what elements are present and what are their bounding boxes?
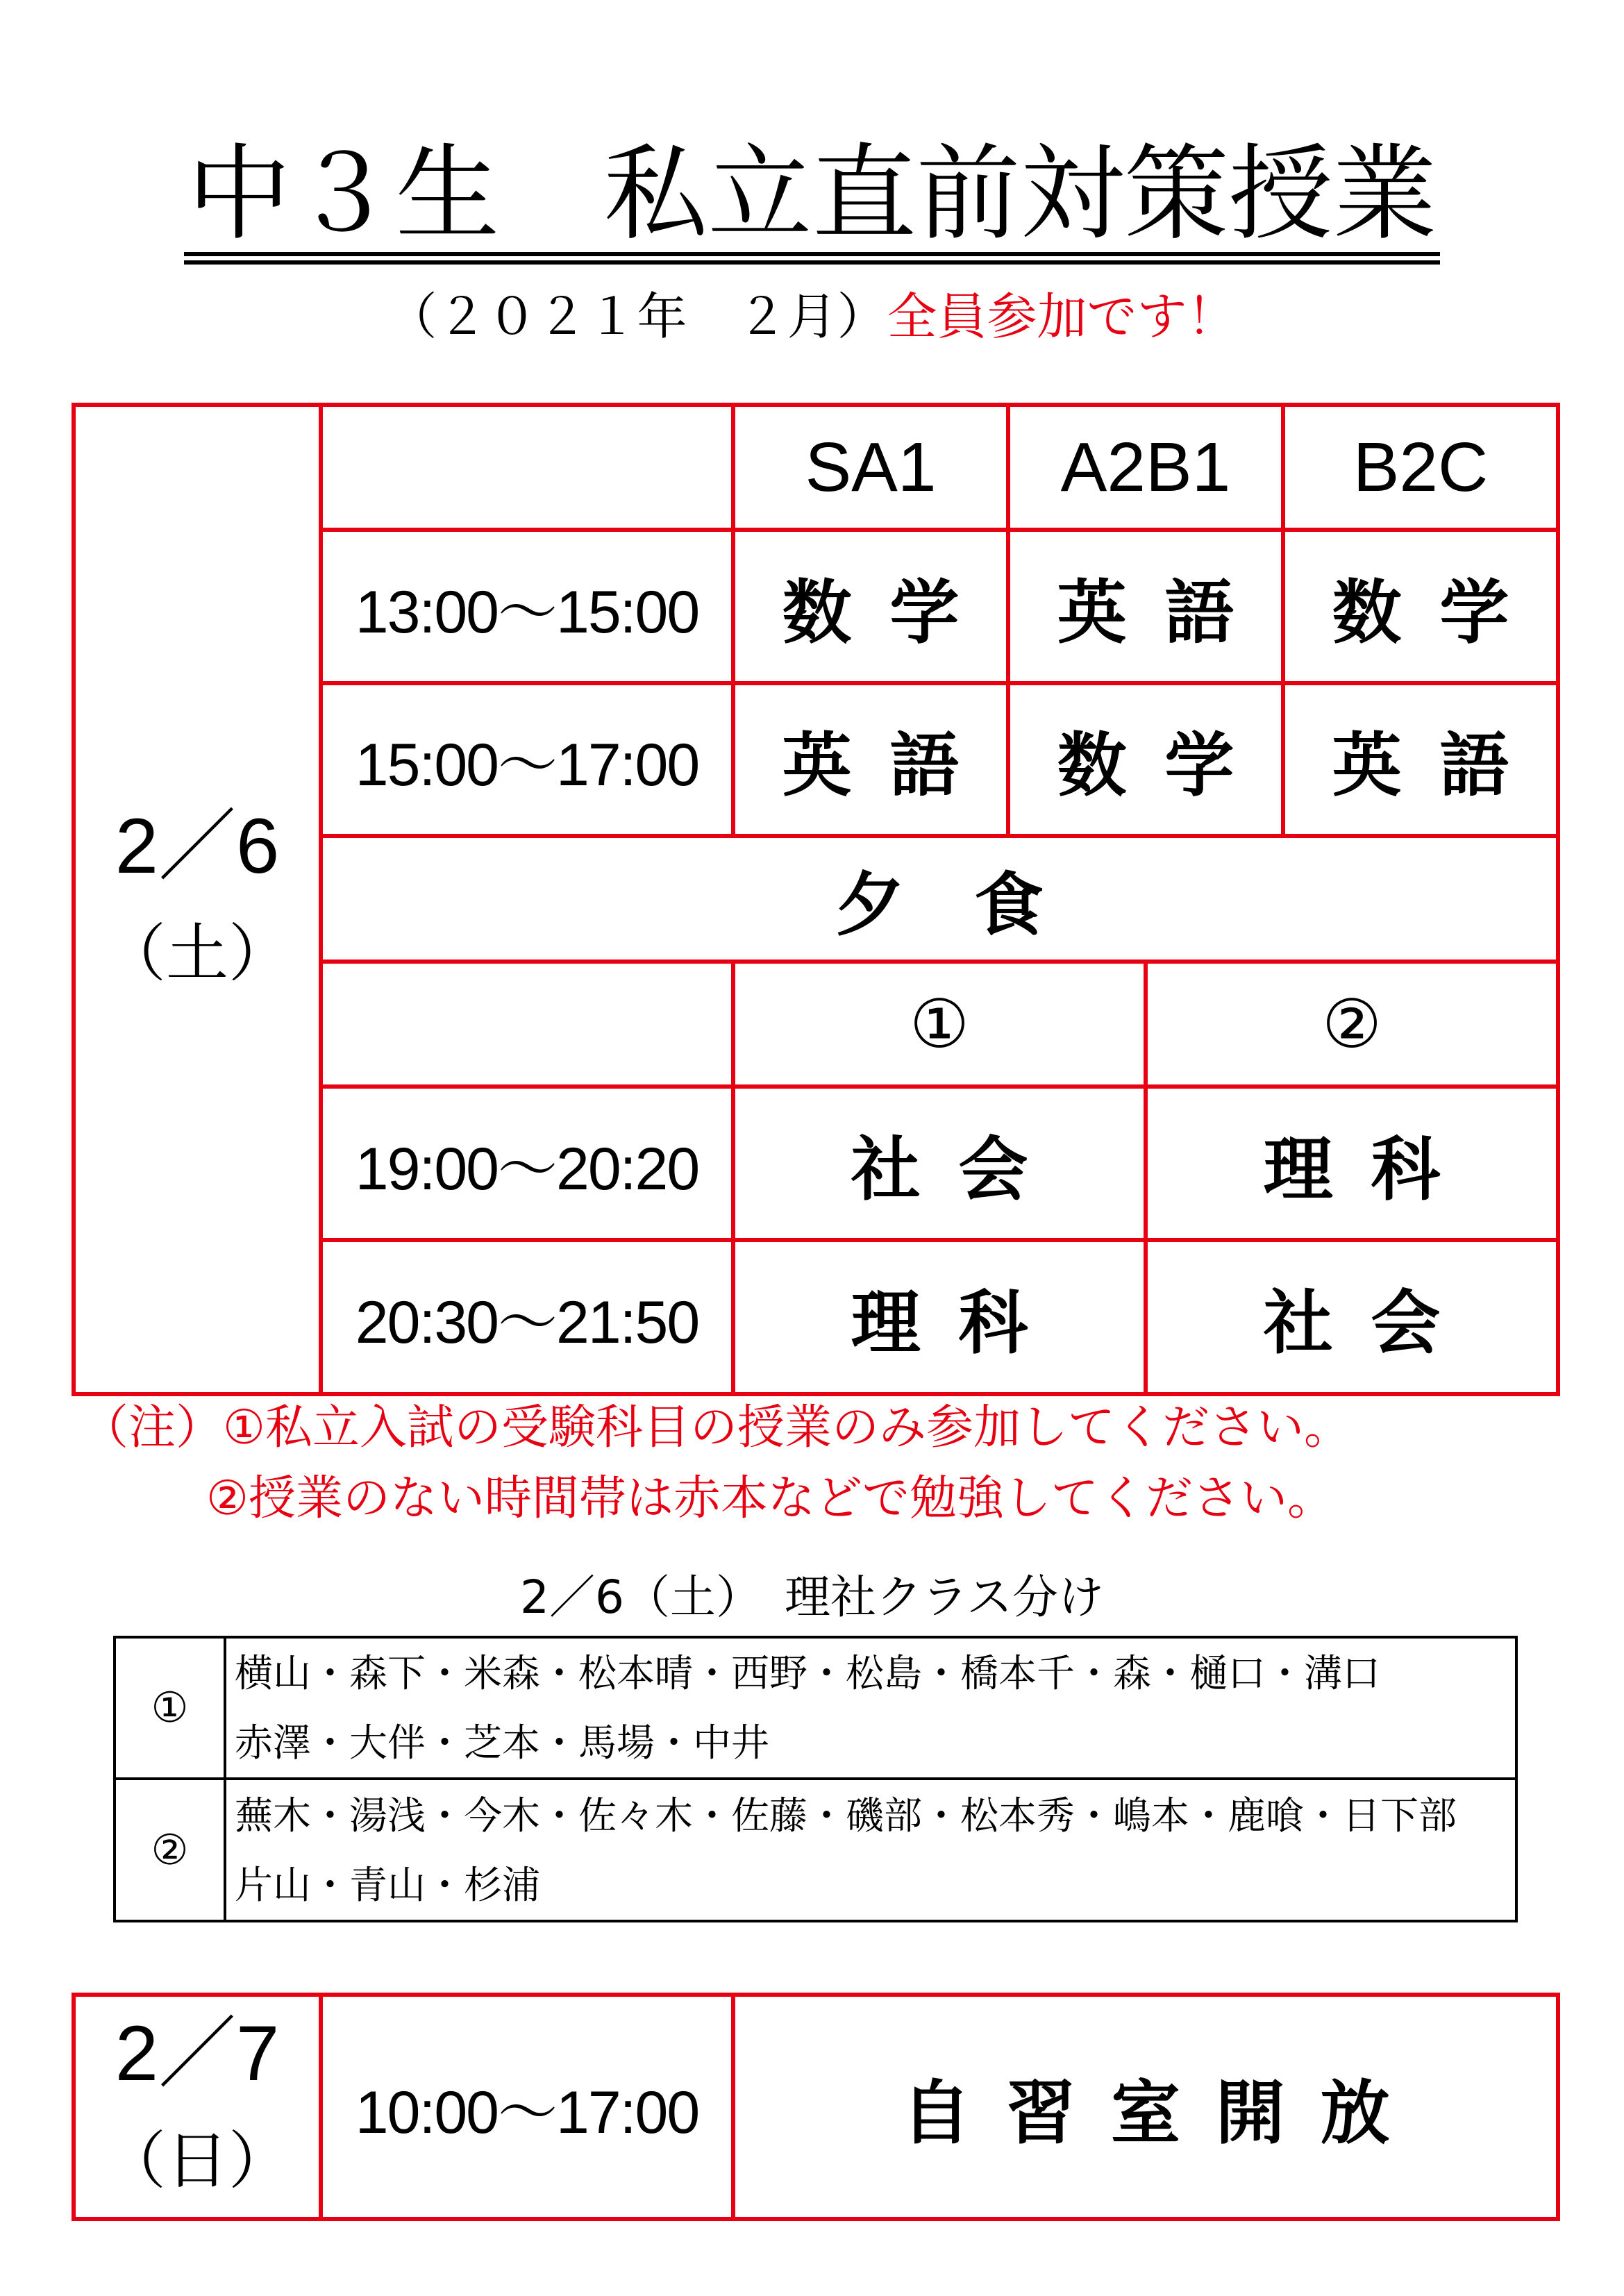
subject-cell: 理 科	[1148, 1089, 1556, 1238]
sunday-date: 2／7	[115, 2009, 280, 2097]
title-block	[0, 134, 1624, 265]
note-line: （注）①私立入試の受験科目の授業のみ参加してください。	[81, 1400, 1351, 1455]
class-split-title: 2／6（土） 理社クラス分け	[519, 1570, 1104, 1624]
subject-cell: 英 語	[1010, 532, 1281, 681]
subtitle-date: （２０２１年 ２月）	[387, 287, 887, 346]
subject-cell: 社 会	[735, 1089, 1144, 1238]
group-header-corner-cell	[323, 964, 731, 1084]
saturday-date-cell	[76, 407, 319, 1392]
subject-cell: 理 科	[735, 1242, 1144, 1392]
subject-cell: 数 学	[1010, 685, 1281, 834]
class-header-b2c: B2C	[1285, 407, 1556, 528]
saturday-weekday: （土）	[103, 916, 291, 990]
sunday-weekday: （日）	[103, 2124, 291, 2197]
saturday-schedule-table	[72, 403, 1560, 1396]
subtitle-notice: 全員参加です！	[887, 287, 1237, 346]
time-slot: 10:00～17:00	[323, 1997, 731, 2217]
saturday-date: 2／6	[115, 802, 280, 889]
subtitle	[0, 285, 1624, 349]
group-header-1: ①	[735, 964, 1144, 1084]
sunday-date-cell	[76, 1997, 319, 2217]
time-slot: 19:00～20:20	[323, 1089, 731, 1238]
time-slot: 20:30～21:50	[323, 1242, 731, 1392]
group-members	[226, 1780, 1515, 1920]
time-slot: 15:00～17:00	[323, 685, 731, 834]
subject-cell: 英 語	[1285, 685, 1556, 834]
sunday-schedule-table	[72, 1993, 1560, 2221]
class-header-sa1: SA1	[735, 407, 1006, 528]
member-line: 赤澤・大伴・芝本・馬場・中井	[235, 1720, 770, 1765]
sunday-activity: 自 習 室 開 放	[735, 1997, 1556, 2217]
page-title: 中３生 私立直前対策授業	[184, 137, 1439, 265]
member-line: 片山・青山・杉浦	[235, 1862, 541, 1907]
subject-cell: 数 学	[735, 532, 1006, 681]
member-line: 横山・森下・米森・松本晴・西野・松島・橋本千・森・樋口・溝口	[235, 1651, 1381, 1695]
subject-cell: 英 語	[735, 685, 1006, 834]
note-line: ②授業のない時間帯は赤本などで勉強してください。	[206, 1471, 1334, 1526]
header-corner-cell	[323, 407, 731, 528]
group-label: ②	[116, 1780, 224, 1920]
class-split-table	[113, 1636, 1518, 1922]
class-header-a2b1: A2B1	[1010, 407, 1281, 528]
dinner-break: 夕 食	[323, 838, 1556, 960]
time-slot: 13:00～15:00	[323, 532, 731, 681]
member-line: 蕪木・湯浅・今木・佐々木・佐藤・磯部・松本秀・嶋本・鹿喰・日下部	[235, 1793, 1457, 1838]
subject-cell: 数 学	[1285, 532, 1556, 681]
group-members	[226, 1639, 1515, 1777]
group-header-2: ②	[1148, 964, 1556, 1084]
group-label: ①	[116, 1639, 224, 1777]
subject-cell: 社 会	[1148, 1242, 1556, 1392]
